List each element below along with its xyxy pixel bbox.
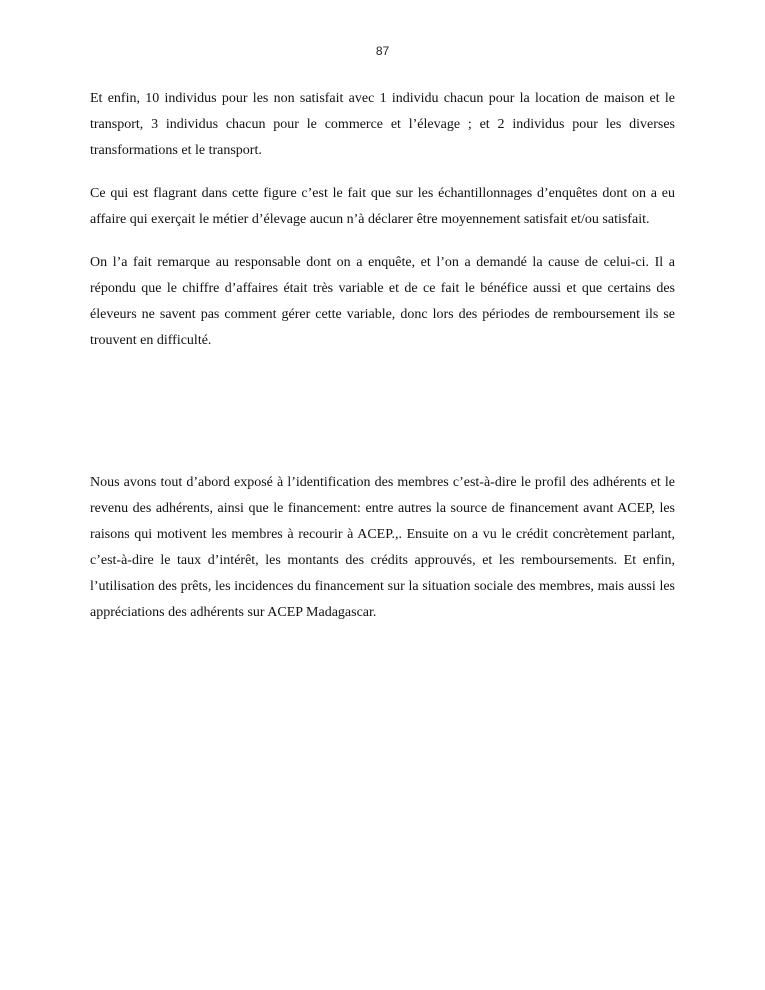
paragraph-breeding-observation: Ce qui est flagrant dans cette figure c’est le fait que sur les échantillonnages d’enquêtes dont on a eu affaire qui exerçait le métier d’élevage aucun n’à déclarer être moyennement satisfait et/ou satisfait.: [90, 186, 675, 227]
paragraph-manager-response: On l’a fait remarque au responsable dont on a enquête, et l’on a demandé la cause de celui-ci. Il a répondu que le chiffre d’affaires était très variable et de ce fait le bénéfice aussi et que certains des éleveurs ne savent pas comment gérer cette variable, donc lors des périodes de remboursement ils se trouvent en difficulté.: [90, 255, 675, 348]
paragraph-summary: Nous avons tout d’abord exposé à l’identification des membres c’est-à-dire le profil des adhérents et le revenu des adhérents, ainsi que le financement: entre autres la source de financement avant ACEP, les raisons qui motivent les membres à recourir à ACEP.,. Ensuite on a vu le crédit concrètement parlant, c’est-à-dire le taux d’intérêt, les montants des crédits approuvés, et les remboursements. Et enfin, l’utilisation des prêts, les incidences du financement sur la situation sociale des membres, mais aussi les appréciations des adhérents sur ACEP Madagascar.: [90, 475, 675, 620]
page-number: 87: [375, 44, 390, 58]
body-text-lower: [90, 470, 675, 643]
paragraph-non-satisfied-count: Et enfin, 10 individus pour les non satisfait avec 1 individu chacun pour la location de maison et le transport, 3 individus chacun pour le commerce et l’élevage ; et 2 individus pour les diverses transformations et le transport.: [90, 91, 675, 158]
body-text-upper: [90, 86, 675, 371]
